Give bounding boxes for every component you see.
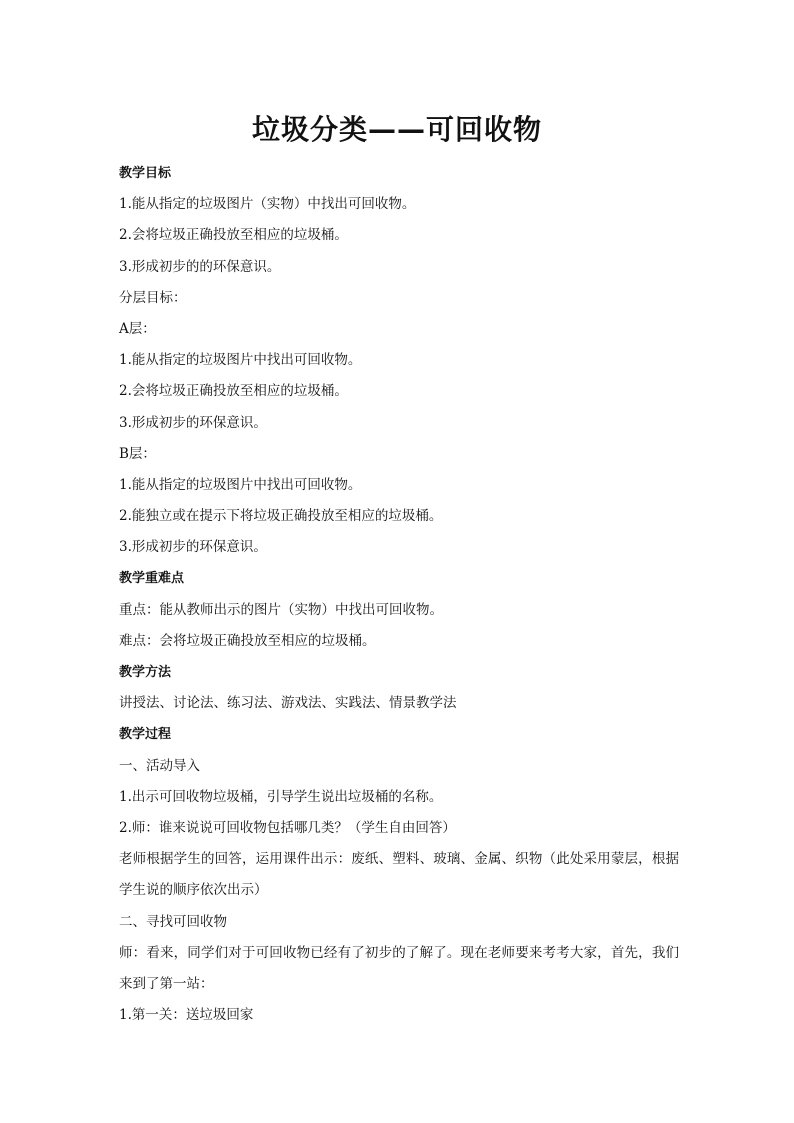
text-line: B层： <box>119 445 156 462</box>
text-line: 二、寻找可回收物 <box>119 913 227 930</box>
text-line: A层： <box>119 320 156 337</box>
text-line: 1.能从指定的垃圾图片中找出可回收物。 <box>119 352 362 369</box>
document-body <box>119 158 679 1031</box>
text-line: 1.第一关：送垃圾回家 <box>119 1007 254 1024</box>
section-heading: 教学过程 <box>119 727 172 743</box>
document-title: 垃圾分类——可回收物 <box>251 113 542 146</box>
text-line: 3.形成初步的环保意识。 <box>119 539 267 556</box>
text-line: 1.能从指定的垃圾图片中找出可回收物。 <box>119 476 362 493</box>
text-line: 1.能从指定的垃圾图片（实物）中找出可回收物。 <box>119 196 416 213</box>
text-line: 2.会将垃圾正确投放至相应的垃圾桶。 <box>119 227 348 244</box>
text-line: 3.形成初步的环保意识。 <box>119 414 267 431</box>
text-line: 一、活动导入 <box>119 757 200 774</box>
text-line: 重点：能从教师出示的图片（实物）中找出可回收物。 <box>119 601 443 618</box>
section-heading: 教学重难点 <box>119 571 185 587</box>
text-line: 老师根据学生的回答，运用课件出示：废纸、塑料、玻璃、金属、织物（此处采用蒙层，根据学生说的顺序依次出示） <box>119 851 679 899</box>
text-line: 2.师：谁来说说可回收物包括哪几类？（学生自由回答） <box>119 819 456 836</box>
section-heading: 教学目标 <box>119 166 172 181</box>
text-line: 1.出示可回收物垃圾桶，引导学生说出垃圾桶的名称。 <box>119 788 443 805</box>
text-line: 2.会将垃圾正确投放至相应的垃圾桶。 <box>119 383 348 400</box>
section-heading: 教学方法 <box>119 665 172 680</box>
text-line: 讲授法、讨论法、练习法、游戏法、实践法、情景教学法 <box>119 695 457 712</box>
text-line: 3.形成初步的的环保意识。 <box>119 258 281 275</box>
text-line: 分层目标： <box>119 289 187 306</box>
text-line: 师：看来，同学们对于可回收物已经有了初步的了解了。现在老师要来考考大家，首先，我们来到了第一站： <box>119 944 679 992</box>
text-line: 难点：会将垃圾正确投放至相应的垃圾桶。 <box>119 632 376 649</box>
text-line: 2.能独立或在提示下将垃圾正确投放至相应的垃圾桶。 <box>119 508 443 525</box>
